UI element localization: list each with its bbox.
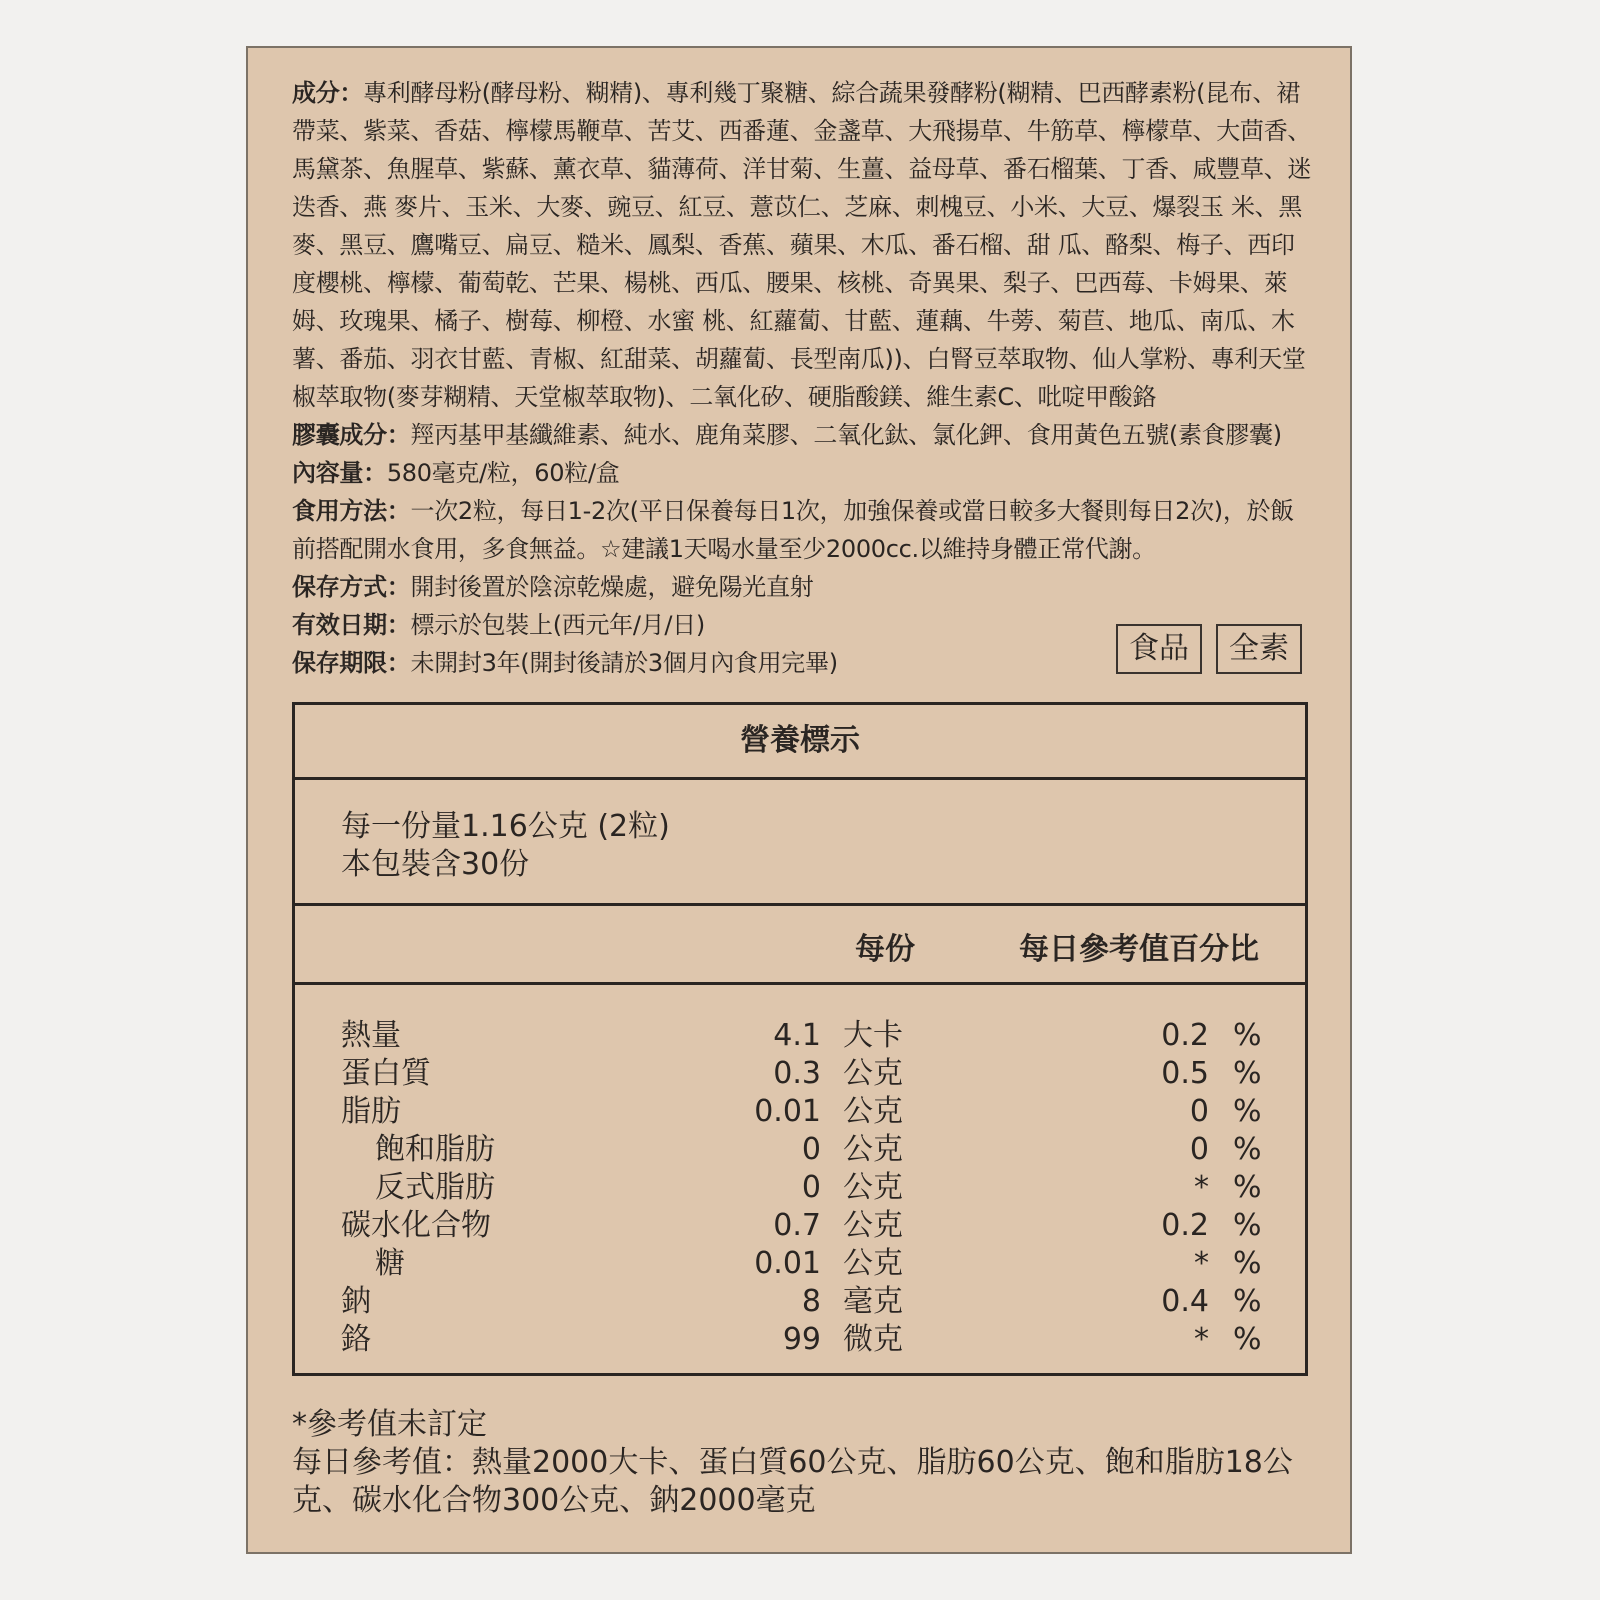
nutrition-title: 營養標示 bbox=[295, 705, 1305, 780]
servings-per-pack: 本包裝含30份 bbox=[341, 847, 530, 882]
nutrient-daily-value: 0 bbox=[1189, 1094, 1209, 1129]
food-badge: 食品 bbox=[1116, 624, 1202, 674]
percent-sign: % bbox=[1233, 1056, 1262, 1091]
capsule-ingredients bbox=[292, 416, 1312, 454]
info-label: 成分： bbox=[292, 79, 364, 107]
nutrient-row-fat bbox=[295, 1093, 1305, 1131]
nutrient-name: 鉻 bbox=[341, 1322, 371, 1357]
reference-note: *參考值未訂定 bbox=[292, 1407, 487, 1442]
info-text: 未開封3年(開封後請於3個月內食用完畢) bbox=[410, 649, 838, 677]
ingredients bbox=[292, 74, 1312, 416]
nutrient-value: 99 bbox=[782, 1322, 821, 1357]
nutrient-row-sodium bbox=[295, 1283, 1305, 1321]
net-content bbox=[292, 454, 1312, 492]
nutrient-value: 0.01 bbox=[754, 1094, 821, 1129]
nutrition-column-header bbox=[295, 906, 1305, 985]
nutrient-name: 反式脂肪 bbox=[375, 1170, 495, 1205]
daily-reference-values: 每日參考值：熱量2000大卡、蛋白質60公克、脂肪60公克、飽和脂肪18公克、碳水化合物300公克、鈉2000毫克 bbox=[292, 1445, 1293, 1518]
info-label: 保存方式： bbox=[292, 573, 411, 601]
percent-sign: % bbox=[1233, 1094, 1262, 1129]
nutrient-value: 0.01 bbox=[754, 1246, 821, 1281]
nutrient-row-carbohydrate bbox=[295, 1207, 1305, 1245]
info-label: 內容量： bbox=[292, 459, 387, 487]
nutrient-row-calories bbox=[295, 1017, 1305, 1055]
nutrient-row-protein bbox=[295, 1055, 1305, 1093]
nutrient-value: 0 bbox=[801, 1132, 821, 1167]
info-label: 保存期限： bbox=[292, 649, 411, 677]
nutrient-unit: 公克 bbox=[843, 1132, 903, 1167]
nutrient-daily-value: * bbox=[1194, 1322, 1209, 1357]
info-text: 標示於包裝上(西元年/月/日) bbox=[410, 611, 705, 639]
info-text: 580毫克/粒，60粒/盒 bbox=[386, 459, 620, 487]
usage-directions bbox=[292, 492, 1312, 568]
info-label: 膠囊成分： bbox=[292, 421, 411, 449]
info-label: 有效日期： bbox=[292, 611, 411, 639]
info-text: 一次2粒，每日1-2次(平日保養每日1次，加強保養或當日較多大餐則每日2次)，於飯前搭配開水食用，多食無益。☆建議1天喝水量至少2000cc.以維持身體正常代謝。 bbox=[292, 497, 1294, 563]
serving-size: 每一份量1.16公克 (2粒) bbox=[341, 809, 670, 844]
nutrient-unit: 公克 bbox=[843, 1208, 903, 1243]
percent-sign: % bbox=[1233, 1018, 1262, 1053]
percent-sign: % bbox=[1233, 1132, 1262, 1167]
product-info bbox=[292, 74, 1312, 682]
nutrient-name: 糖 bbox=[375, 1246, 405, 1281]
percent-sign: % bbox=[1233, 1284, 1262, 1319]
nutrition-facts-table bbox=[292, 702, 1308, 1376]
nutrient-daily-value: 0.5 bbox=[1161, 1056, 1209, 1091]
percent-sign: % bbox=[1233, 1208, 1262, 1243]
serving-info bbox=[295, 780, 1305, 906]
nutrient-unit: 大卡 bbox=[843, 1018, 903, 1053]
info-text: 專利酵母粉(酵母粉、糊精)、專利幾丁聚糖、綜合蔬果發酵粉(糊精、巴西酵素粉(昆布、裙帶菜、紫菜、香菇、檸檬馬鞭草、苦艾、西番蓮、金盞草、大飛揚草、牛筋草、檸檬草、大茴香、馬黛茶、魚腥草、紫蘇、薰衣草、貓薄荷、洋甘菊、生薑、益母草、番石榴葉、丁香、咸豐草、迷迭香、燕 麥片、玉米、大麥、豌豆、紅豆、薏苡仁、芝麻、刺槐豆、小米、大豆、爆裂玉 米、黑麥、黑豆、鷹嘴豆、扁豆、糙米、鳳梨、香蕉、蘋果、木瓜、番石榴、甜 瓜、酪梨、梅子、西印度櫻桃、檸檬、葡萄乾、芒果、楊桃、西瓜、腰果、核桃、奇異果、梨子、巴西莓、卡姆果、萊姆、玫瑰果、橘子、樹莓、柳橙、水蜜 桃、紅蘿蔔、甘藍、蓮藕、牛蒡、菊苣、地瓜、南瓜、木薯、番茄、羽衣甘藍、青椒、紅甜菜、胡蘿蔔、長型南瓜))、白腎豆萃取物、仙人掌粉、專利天堂椒萃取物(麥芽糊精、天堂椒萃取物)、二氧化矽、硬脂酸鎂、維生素C、吡啶甲酸鉻 bbox=[292, 79, 1312, 411]
nutrient-name: 碳水化合物 bbox=[341, 1208, 491, 1243]
nutrient-row-sugar bbox=[295, 1245, 1305, 1283]
nutrient-unit: 公克 bbox=[843, 1056, 903, 1091]
nutrient-daily-value: 0 bbox=[1189, 1132, 1209, 1167]
nutrient-row-trans-fat bbox=[295, 1169, 1305, 1207]
vegan-badge: 全素 bbox=[1216, 624, 1302, 674]
nutrient-row-chromium bbox=[295, 1321, 1305, 1359]
nutrient-name: 脂肪 bbox=[341, 1094, 401, 1129]
nutrient-unit: 公克 bbox=[843, 1246, 903, 1281]
nutrient-name: 蛋白質 bbox=[341, 1056, 431, 1091]
nutrient-name: 熱量 bbox=[341, 1018, 401, 1053]
nutrient-name: 鈉 bbox=[341, 1284, 371, 1319]
info-text: 羥丙基甲基纖維素、純水、鹿角菜膠、二氧化鈦、氯化鉀、食用黃色五號(素食膠囊) bbox=[410, 421, 1282, 449]
nutrient-row-saturated-fat bbox=[295, 1131, 1305, 1169]
nutrient-rows bbox=[295, 985, 1305, 1359]
info-label: 食用方法： bbox=[292, 497, 411, 525]
nutrient-value: 0.7 bbox=[773, 1208, 821, 1243]
nutrient-unit: 公克 bbox=[843, 1170, 903, 1205]
nutrient-daily-value: * bbox=[1194, 1246, 1209, 1281]
nutrient-unit: 公克 bbox=[843, 1094, 903, 1129]
nutrient-daily-value: 0.2 bbox=[1161, 1018, 1209, 1053]
nutrient-value: 8 bbox=[801, 1284, 821, 1319]
nutrient-unit: 毫克 bbox=[843, 1284, 903, 1319]
info-text: 開封後置於陰涼乾燥處，避免陽光直射 bbox=[410, 573, 814, 601]
percent-sign: % bbox=[1233, 1322, 1262, 1357]
footnotes bbox=[292, 1406, 1312, 1520]
nutrient-value: 4.1 bbox=[773, 1018, 821, 1053]
nutrient-daily-value: 0.4 bbox=[1161, 1284, 1209, 1319]
nutrient-daily-value: * bbox=[1194, 1170, 1209, 1205]
percent-sign: % bbox=[1233, 1170, 1262, 1205]
storage-method bbox=[292, 568, 1312, 606]
nutrient-value: 0.3 bbox=[773, 1056, 821, 1091]
nutrient-value: 0 bbox=[801, 1170, 821, 1205]
nutrient-unit: 微克 bbox=[843, 1322, 903, 1357]
percent-sign: % bbox=[1233, 1246, 1262, 1281]
nutrient-daily-value: 0.2 bbox=[1161, 1208, 1209, 1243]
daily-value-header: 每日參考值百分比 bbox=[1019, 932, 1259, 967]
nutrient-name: 飽和脂肪 bbox=[375, 1132, 495, 1167]
per-serving-header: 每份 bbox=[855, 932, 915, 967]
